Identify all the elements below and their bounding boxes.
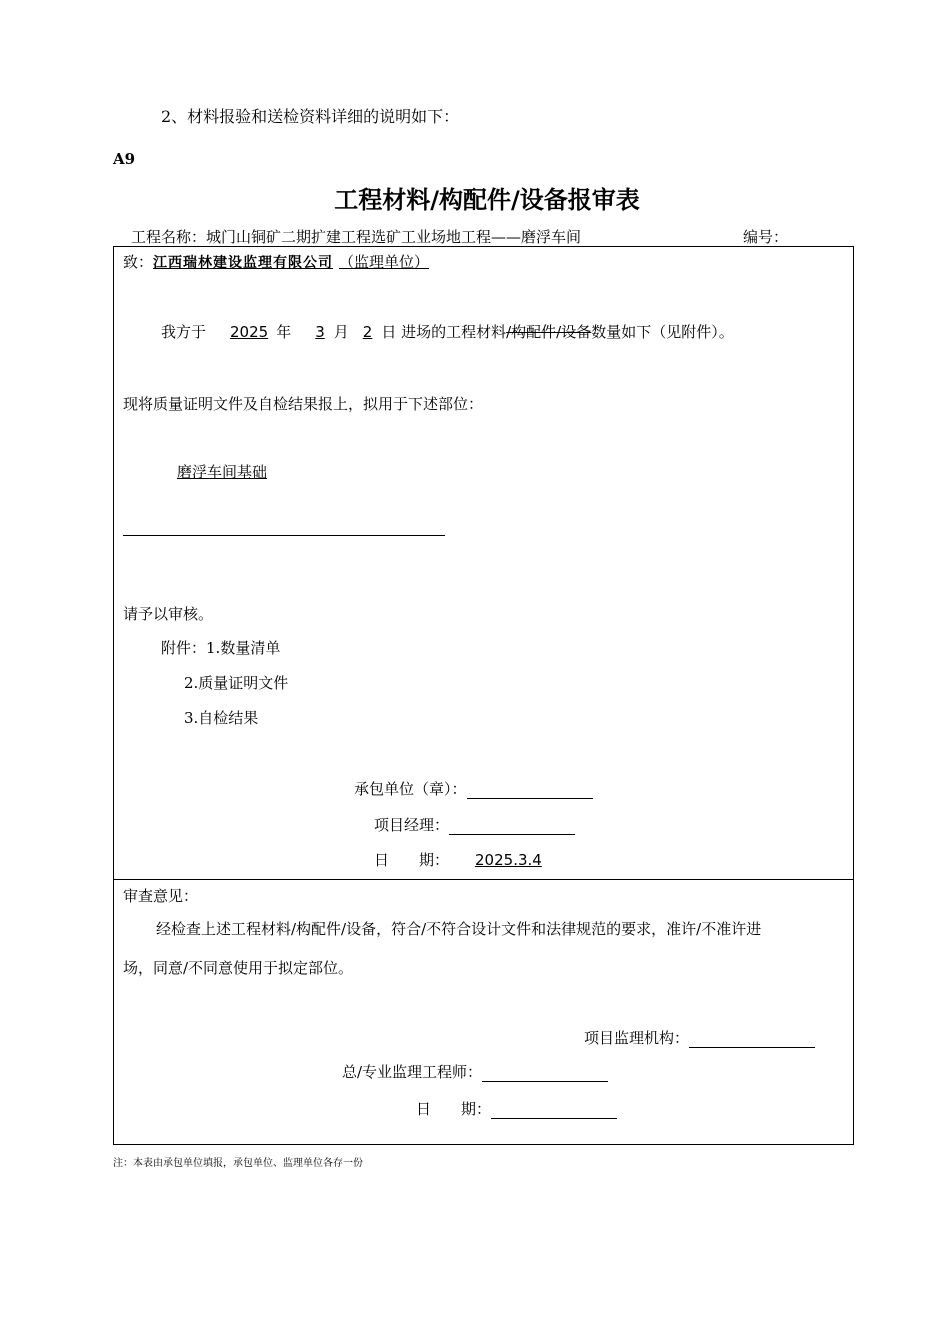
section-divider — [114, 879, 853, 880]
please-review-text: 请予以审核。 — [123, 605, 214, 623]
project-manager-row — [374, 814, 575, 835]
entry-year: 2025 — [230, 323, 269, 341]
form-title: 工程材料/构配件/设备报审表 — [334, 186, 640, 214]
addressee-prefix: 致： — [123, 253, 154, 271]
project-manager-blank — [449, 818, 575, 835]
review-date-blank — [491, 1102, 617, 1119]
contractor-unit-label: 承包单位（章）： — [354, 780, 467, 798]
entry-statement — [161, 321, 734, 342]
supervision-engineer-blank — [482, 1065, 608, 1082]
serial-number-label: 编号： — [743, 228, 789, 246]
review-heading: 审查意见： — [123, 887, 199, 905]
intro-text: 2、材料报验和送检资料详细的说明如下： — [161, 107, 460, 126]
attachment-item: 3.自检结果 — [184, 709, 259, 727]
contractor-date-value: 2025.3.4 — [475, 851, 542, 869]
supervision-engineer-row — [342, 1061, 608, 1082]
project-name-label: 工程名称： — [131, 228, 207, 246]
review-text-line1: 经检查上述工程材料/构配件/设备，符合/不符合设计文件和法律规范的要求，准许/不准许进 — [156, 920, 762, 938]
entry-year-unit: 年 — [276, 323, 292, 341]
footnote: 注：本表由承包单位填报，承包单位、监理单位各存一份 — [113, 1158, 363, 1169]
attachment-item: 2.质量证明文件 — [184, 674, 289, 692]
form-table — [113, 246, 854, 1145]
supervision-unit-suffix: （监理单位） — [339, 253, 430, 271]
entry-month: 3 — [315, 323, 325, 341]
project-manager-label: 项目经理： — [374, 816, 450, 834]
contractor-unit-row — [354, 778, 593, 799]
location-blank-line — [123, 535, 445, 536]
attachments-row — [161, 637, 280, 658]
contractor-date-label: 日 期： — [374, 851, 450, 869]
form-code: A9 — [113, 150, 136, 168]
supervision-org-blank — [689, 1031, 815, 1048]
entry-prefix: 我方于 — [161, 323, 207, 341]
review-date-label: 日 期： — [416, 1100, 492, 1118]
location-value: 磨浮车间基础 — [177, 463, 268, 481]
project-name-value: 城门山铜矿二期扩建工程选矿工业场地工程——磨浮车间 — [206, 228, 582, 246]
supervision-org-row — [584, 1027, 815, 1048]
supervision-company: 江西瑞林建设监理有限公司 — [153, 255, 334, 271]
entry-struck-text: /构配件/设备 — [506, 323, 592, 341]
attachments-label: 附件： — [161, 639, 207, 657]
entry-day: 2 — [362, 323, 373, 341]
entry-month-unit: 月 — [333, 323, 349, 341]
project-name-row — [131, 226, 581, 247]
entry-text-before: 进场的工程材料 — [396, 323, 507, 341]
entry-day-unit: 日 — [381, 323, 397, 341]
supervision-engineer-label: 总/专业监理工程师： — [342, 1063, 483, 1081]
entry-text-after: 数量如下（见附件）。 — [591, 323, 734, 341]
review-text-line2: 场，同意/不同意使用于拟定部位。 — [123, 959, 354, 977]
addressee-row — [123, 251, 429, 272]
supervision-org-label: 项目监理机构： — [584, 1029, 690, 1047]
report-line: 现将质量证明文件及自检结果报上，拟用于下述部位： — [123, 395, 484, 413]
contractor-unit-blank — [467, 782, 593, 799]
location-row — [123, 461, 267, 482]
review-date-row — [416, 1098, 617, 1119]
attachment-item: 1.数量清单 — [206, 639, 281, 657]
contractor-date-row — [374, 849, 556, 870]
